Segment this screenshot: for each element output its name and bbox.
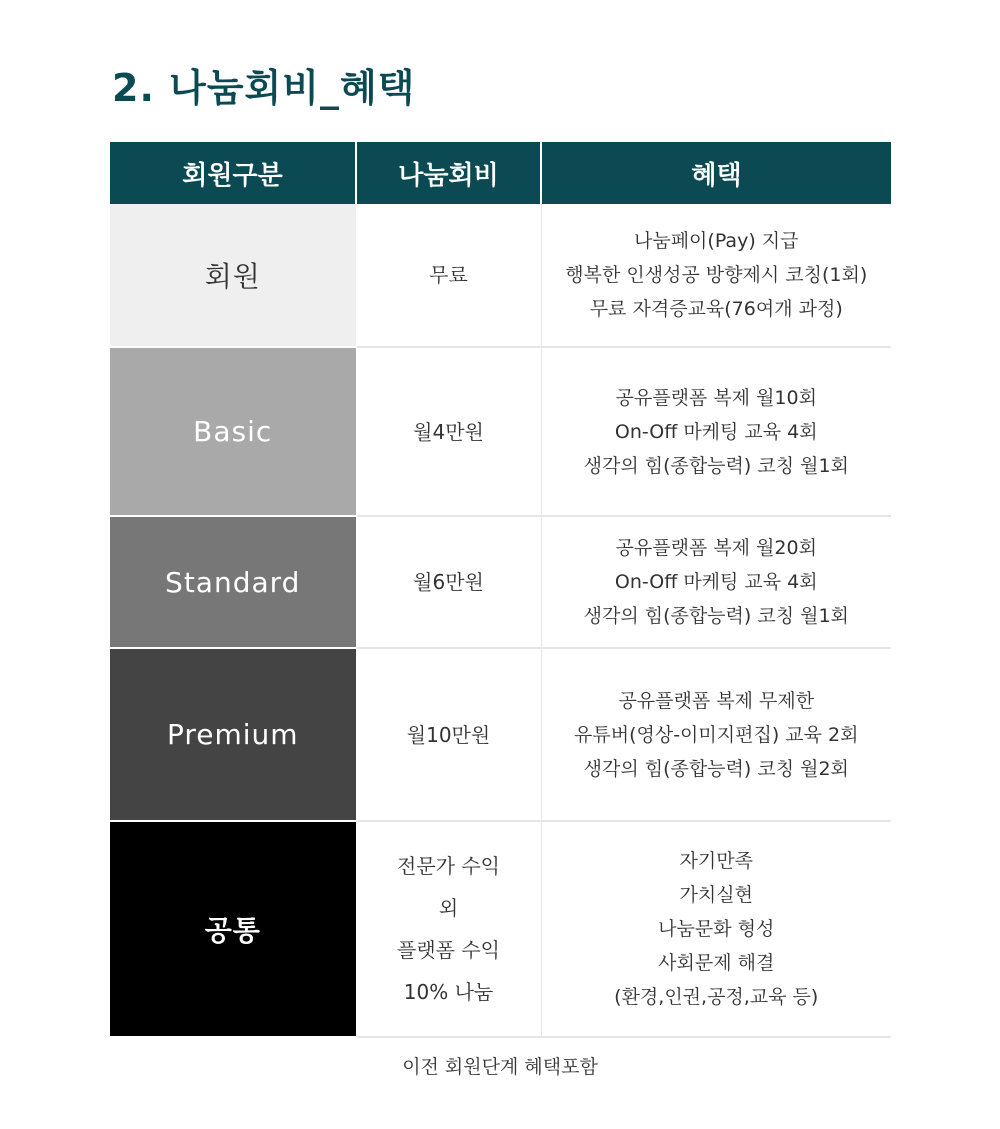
fee-text: 외 xyxy=(438,896,459,920)
benefit-item: 무료 자격증교육(76여개 과정) xyxy=(589,298,843,320)
fee-cell xyxy=(356,347,541,516)
benefits-cell xyxy=(541,516,891,648)
fee-cell xyxy=(356,821,541,1037)
fee-text: 전문가 수익 xyxy=(397,854,500,878)
table-row xyxy=(110,204,891,347)
benefit-item: 유튜버(영상-이미지편집) 교육 2회 xyxy=(574,723,859,746)
tier-cell-common: 공통 xyxy=(110,821,356,1037)
benefit-item: 나눔페이(Pay) 지급 xyxy=(634,230,799,252)
benefit-item: On-Off 마케팅 교육 4회 xyxy=(614,420,818,443)
header-member-type: 회원구분 xyxy=(110,142,356,204)
benefit-item: 생각의 힘(종합능력) 코칭 월1회 xyxy=(583,605,849,627)
fee-text: 월10만원 xyxy=(406,722,491,747)
benefits-cell xyxy=(541,648,891,821)
benefit-item: 행복한 인생성공 방향제시 코칭(1회) xyxy=(565,264,868,286)
benefits-cell xyxy=(541,821,891,1037)
tier-cell-standard: Standard xyxy=(110,516,356,648)
table-row xyxy=(110,648,891,821)
page-title: 2. 나눔회비_혜택 xyxy=(112,66,416,110)
footnote: 이전 회원단계 혜택포함 xyxy=(402,1056,598,1078)
benefit-item: 공유플랫폼 복제 월20회 xyxy=(615,537,817,559)
benefit-item: On-Off 마케팅 교육 4회 xyxy=(614,571,818,593)
fee-cell xyxy=(356,648,541,821)
fee-text: 플랫폼 수익 xyxy=(397,938,500,962)
benefit-item: 나눔문화 형성 xyxy=(658,918,775,940)
fee-text: 월6만원 xyxy=(413,570,484,594)
benefits-cell xyxy=(541,347,891,516)
tier-cell-basic: Basic xyxy=(110,347,356,516)
benefit-item: 가치실현 xyxy=(679,884,753,906)
table-row xyxy=(110,821,891,1037)
benefit-item: (환경,인권,공정,교육 등) xyxy=(614,986,819,1008)
table-header-row xyxy=(110,142,891,204)
benefit-item: 공유플랫폼 복제 무제한 xyxy=(618,689,815,712)
fee-cell xyxy=(356,204,541,347)
tier-cell-premium: Premium xyxy=(110,648,356,821)
benefit-item: 생각의 힘(종합능력) 코칭 월1회 xyxy=(583,454,849,477)
tier-cell-member: 회원 xyxy=(110,204,356,347)
fee-text: 월4만원 xyxy=(413,419,484,444)
benefit-item: 생각의 힘(종합능력) 코칭 월2회 xyxy=(583,757,849,780)
benefit-item: 자기만족 xyxy=(679,850,753,872)
fee-cell xyxy=(356,516,541,648)
fee-text: 무료 xyxy=(429,263,468,287)
benefits-cell xyxy=(541,204,891,347)
fee-text: 10% 나눔 xyxy=(403,980,494,1004)
header-benefits: 혜택 xyxy=(541,142,891,204)
benefit-item: 공유플랫폼 복제 월10회 xyxy=(615,386,817,409)
benefit-item: 사회문제 해결 xyxy=(658,952,775,974)
benefits-table xyxy=(110,142,891,1038)
table-row xyxy=(110,347,891,516)
table-row xyxy=(110,516,891,648)
header-fee: 나눔회비 xyxy=(356,142,541,204)
